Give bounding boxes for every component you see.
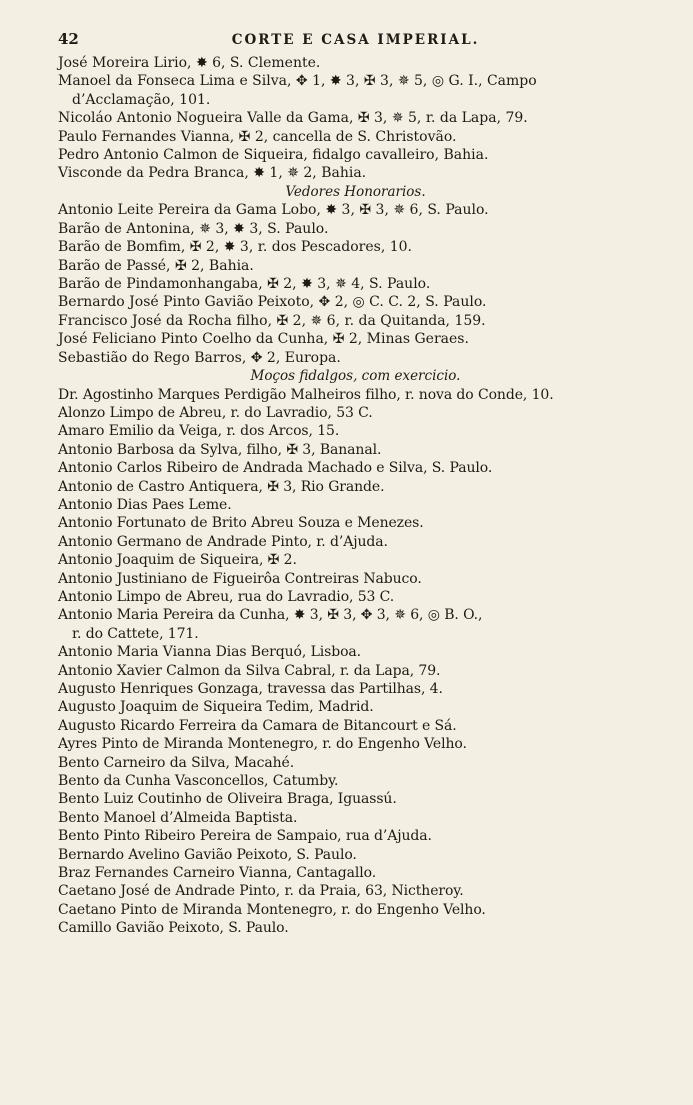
- page-number: 42: [58, 30, 79, 48]
- directory-entry: Nicoláo Antonio Nogueira Valle da Gama, ✠ 3, ✵ 5, r. da Lapa, 79.: [58, 110, 528, 127]
- directory-entry: Bento da Cunha Vasconcellos, Catumby.: [58, 773, 339, 790]
- directory-entry: Augusto Henriques Gonzaga, travessa das Partilhas, 4.: [58, 681, 443, 697]
- directory-entry: Manoel da Fonseca Lima e Silva, ✥ 1, ✸ 3, ✠ 3, ✵ 5, ◎ G. I., Campo: [58, 73, 537, 90]
- directory-entry: Camillo Gavião Peixoto, S. Paulo.: [58, 920, 289, 937]
- directory-entry: José Moreira Lirio, ✸ 6, S. Clemente.: [58, 55, 321, 71]
- section-mocos-fidalgos: [58, 367, 653, 938]
- section-vedores-honorarios: [58, 183, 653, 367]
- directory-entry: Antonio Xavier Calmon da Silva Cabral, r. da Lapa, 79.: [58, 662, 441, 679]
- directory-entry: Pedro Antonio Calmon de Siqueira, fidalgo cavalleiro, Bahia.: [58, 147, 489, 164]
- section-title-mocos-fidalgos: Moços fidalgos, com exercicio.: [250, 368, 461, 384]
- directory-entry: Sebastião do Rego Barros, ✥ 2, Europa.: [58, 349, 341, 366]
- directory-entry: Antonio Justiniano de Figueirôa Contreiras Nabuco.: [58, 570, 422, 587]
- entry-continuation-line: d’Acclamação, 101.: [72, 91, 211, 108]
- directory-entry: Antonio Joaquim de Siqueira, ✠ 2.: [58, 552, 297, 569]
- directory-entry: Bernardo José Pinto Gavião Peixoto, ✥ 2, ◎ C. C. 2, S. Paulo.: [58, 294, 487, 311]
- directory-entry: Paulo Fernandes Vianna, ✠ 2, cancella de S. Christovão.: [58, 128, 457, 145]
- directory-entry: Barão de Bomfim, ✠ 2, ✸ 3, r. dos Pescadores, 10.: [58, 239, 412, 256]
- directory-entry: Antonio Barbosa da Sylva, filho, ✠ 3, Bananal.: [58, 441, 382, 458]
- directory-entry: Visconde da Pedra Branca, ✸ 1, ✵ 2, Bahia.: [58, 165, 367, 182]
- directory-entry: Braz Fernandes Carneiro Vianna, Cantagallo.: [58, 865, 377, 882]
- directory-entry: Augusto Ricardo Ferreira da Camara de Bitancourt e Sá.: [58, 717, 457, 734]
- directory-entry: Antonio Maria Vianna Dias Berquó, Lisboa.: [58, 644, 362, 661]
- directory-entry: Barão de Passé, ✠ 2, Bahia.: [58, 257, 254, 274]
- directory-entry: Bento Luiz Coutinho de Oliveira Braga, Iguassú.: [58, 791, 397, 808]
- directory-entry: Augusto Joaquim de Siqueira Tedim, Madrid.: [58, 699, 374, 716]
- directory-entry: Caetano José de Andrade Pinto, r. da Praia, 63, Nictheroy.: [58, 883, 464, 900]
- directory-entry: Bento Manoel d’Almeida Baptista.: [58, 809, 298, 826]
- directory-entry: Bento Pinto Ribeiro Pereira de Sampaio, rua d’Ajuda.: [58, 828, 432, 845]
- directory-entry: Barão de Antonina, ✵ 3, ✸ 3, S. Paulo.: [58, 220, 329, 237]
- directory-entry: Alonzo Limpo de Abreu, r. do Lavradio, 53 C.: [58, 404, 373, 421]
- directory-entry: Antonio de Castro Antiquera, ✠ 3, Rio Grande.: [58, 478, 385, 495]
- section-title-vedores: Vedores Honorarios.: [285, 183, 426, 200]
- directory-entry: Antonio Carlos Ribeiro de Andrada Machado e Silva, S. Paulo.: [58, 460, 493, 477]
- directory-entry: Dr. Agostinho Marques Perdigão Malheiros filho, r. nova do Conde, 10.: [58, 386, 554, 403]
- directory-entry: Antonio Dias Paes Leme.: [58, 496, 232, 513]
- directory-entry: Bento Carneiro da Silva, Macahé.: [58, 754, 295, 771]
- entry-continuation-line: r. do Cattete, 171.: [72, 625, 199, 642]
- directory-entry: Barão de Pindamonhangaba, ✠ 2, ✸ 3, ✵ 4, S. Paulo.: [58, 275, 431, 292]
- directory-entry: Bernardo Avelino Gavião Peixoto, S. Paulo.: [58, 846, 357, 863]
- directory-entry: Caetano Pinto de Miranda Montenegro, r. do Engenho Velho.: [58, 901, 486, 918]
- directory-entry: Amaro Emilio da Veiga, r. dos Arcos, 15.: [58, 423, 340, 440]
- directory-entry: Antonio Limpo de Abreu, rua do Lavradio, 53 C.: [58, 588, 395, 605]
- section-honorary-list: [58, 54, 653, 183]
- directory-entry: Antonio Maria Pereira da Cunha, ✸ 3, ✠ 3, ✥ 3, ✵ 6, ◎ B. O.,: [58, 607, 483, 624]
- directory-entry: José Feliciano Pinto Coelho da Cunha, ✠ 2, Minas Geraes.: [58, 331, 469, 348]
- running-title: CORTE E CASA IMPERIAL.: [231, 32, 480, 48]
- directory-entry: Antonio Germano de Andrade Pinto, r. d’Ajuda.: [58, 533, 388, 550]
- directory-entry: Ayres Pinto de Miranda Montenegro, r. do Engenho Velho.: [58, 736, 467, 753]
- page-header: [58, 30, 653, 52]
- directory-entry: Francisco José da Rocha filho, ✠ 2, ✵ 6, r. da Quitanda, 159.: [58, 312, 486, 329]
- directory-entry: Antonio Leite Pereira da Gama Lobo, ✸ 3, ✠ 3, ✵ 6, S. Paulo.: [58, 202, 489, 219]
- directory-entry: Antonio Fortunato de Brito Abreu Souza e Menezes.: [58, 515, 424, 532]
